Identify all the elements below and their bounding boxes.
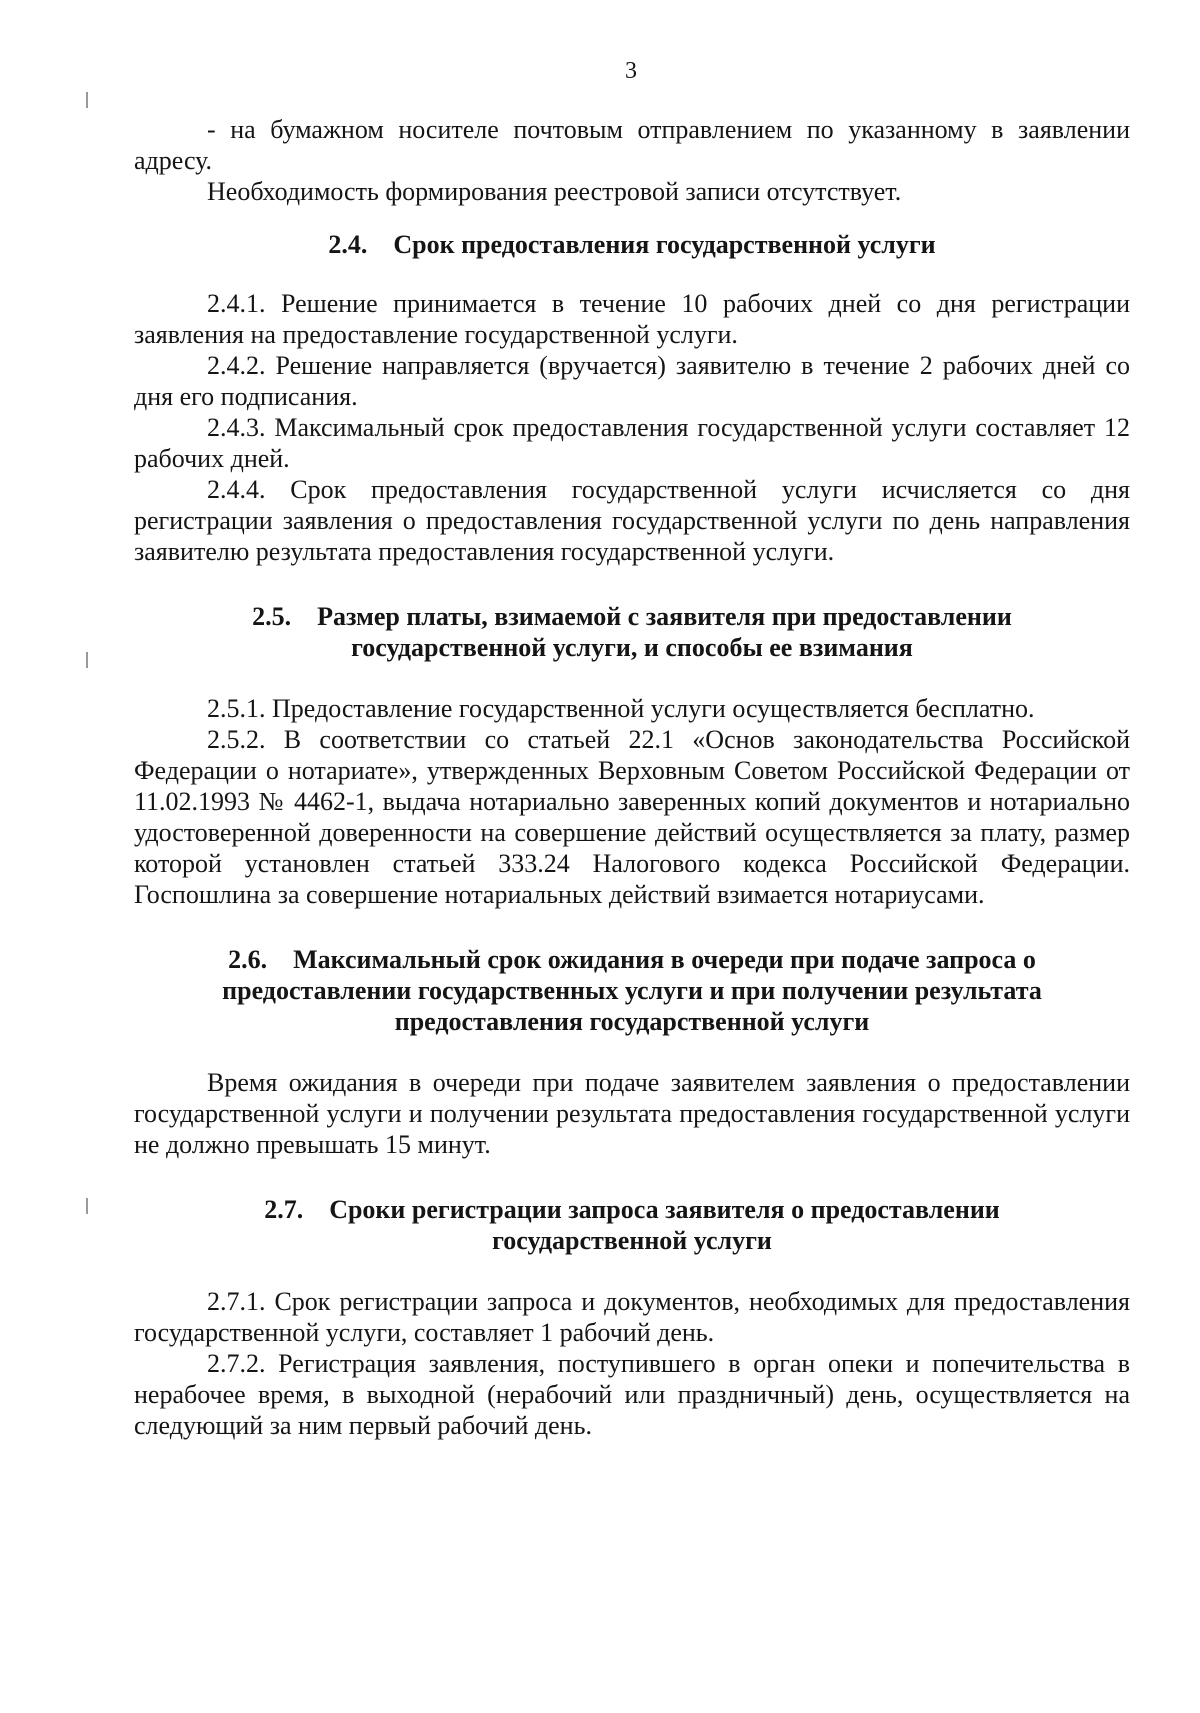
paragraph: 2.7.2. Регистрация заявления, поступившего в орган опеки и попечительства в нерабочее время, в выходной (нерабочий или праздничный) день, осуществляется на следующий за ним первый рабочий день. — [134, 1349, 1130, 1440]
paragraph: 2.5.2. В соответствии со статьей 22.1 «Основ законодательства Российской Федерации о нотариате», утвержденных Верховным Советом Российской Федерации от 11.02.1993 № 4462-1, выдача нотариально заверенных копий документов и нотариально удостоверенной доверенности на совершение действий осуществляется за плату, размер которой установлен статьей 333.24 Налогового кодекса Российской Федерации. Госпошлина за совершение нотариальных действий взимается нотариусами. — [134, 725, 1130, 909]
section-title: Срок предоставления государственной услуги — [393, 230, 936, 259]
margin-mark — [86, 1198, 88, 1214]
section-title: Максимальный срок ожидания в очереди при подаче запроса о предоставлении государственных услуги и при получении результата предоставления государственной услуги — [222, 945, 1042, 1036]
section-heading-2-5 — [134, 601, 1130, 663]
section-number: 2.6. — [228, 945, 268, 974]
paragraph: - на бумажном носителе почтовым отправлением по указанному в заявлении адресу. — [134, 115, 1130, 175]
margin-mark — [86, 652, 88, 668]
section-heading-2-6 — [134, 944, 1130, 1037]
section-title: Сроки регистрации запроса заявителя о предоставлении государственной услуги — [329, 1195, 1000, 1255]
margin-mark — [86, 92, 88, 108]
paragraph: 2.4.1. Решение принимается в течение 10 рабочих дней со дня регистрации заявления на предоставление государственной услуги. — [134, 289, 1130, 349]
page-number: 3 — [625, 58, 637, 84]
section-number: 2.5. — [252, 602, 292, 631]
document-body — [134, 114, 1130, 1441]
paragraph: Время ожидания в очереди при подаче заявителем заявления о предоставлении государственной услуги и получении результата предоставления государственной услуги не должно превышать 15 минут. — [134, 1068, 1130, 1159]
paragraph: 2.4.3. Максимальный срок предоставления государственной услуги составляет 12 рабочих дней. — [134, 413, 1130, 473]
section-heading-2-4 — [134, 229, 1130, 260]
section-number: 2.7. — [264, 1195, 304, 1224]
paragraph: Необходимость формирования реестровой записи отсутствует. — [207, 177, 902, 206]
section-number: 2.4. — [328, 230, 368, 259]
paragraph: 2.7.1. Срок регистрации запроса и документов, необходимых для предоставления государственной услуги, составляет 1 рабочий день. — [134, 1287, 1130, 1347]
section-title: Размер платы, взимаемой с заявителя при предоставлении государственной услуги, и способы ее взимания — [317, 602, 1012, 662]
section-heading-2-7 — [134, 1194, 1130, 1256]
paragraph: 2.5.1. Предоставление государственной услуги осуществляется бесплатно. — [207, 694, 1035, 723]
paragraph: 2.4.4. Срок предоставления государственной услуги исчисляется со дня регистрации заявления о предоставления государственной услуги по день направления заявителю результата предоставления государственной услуги. — [134, 475, 1130, 566]
paragraph: 2.4.2. Решение направляется (вручается) заявителю в течение 2 рабочих дней со дня его подписания. — [134, 351, 1130, 411]
